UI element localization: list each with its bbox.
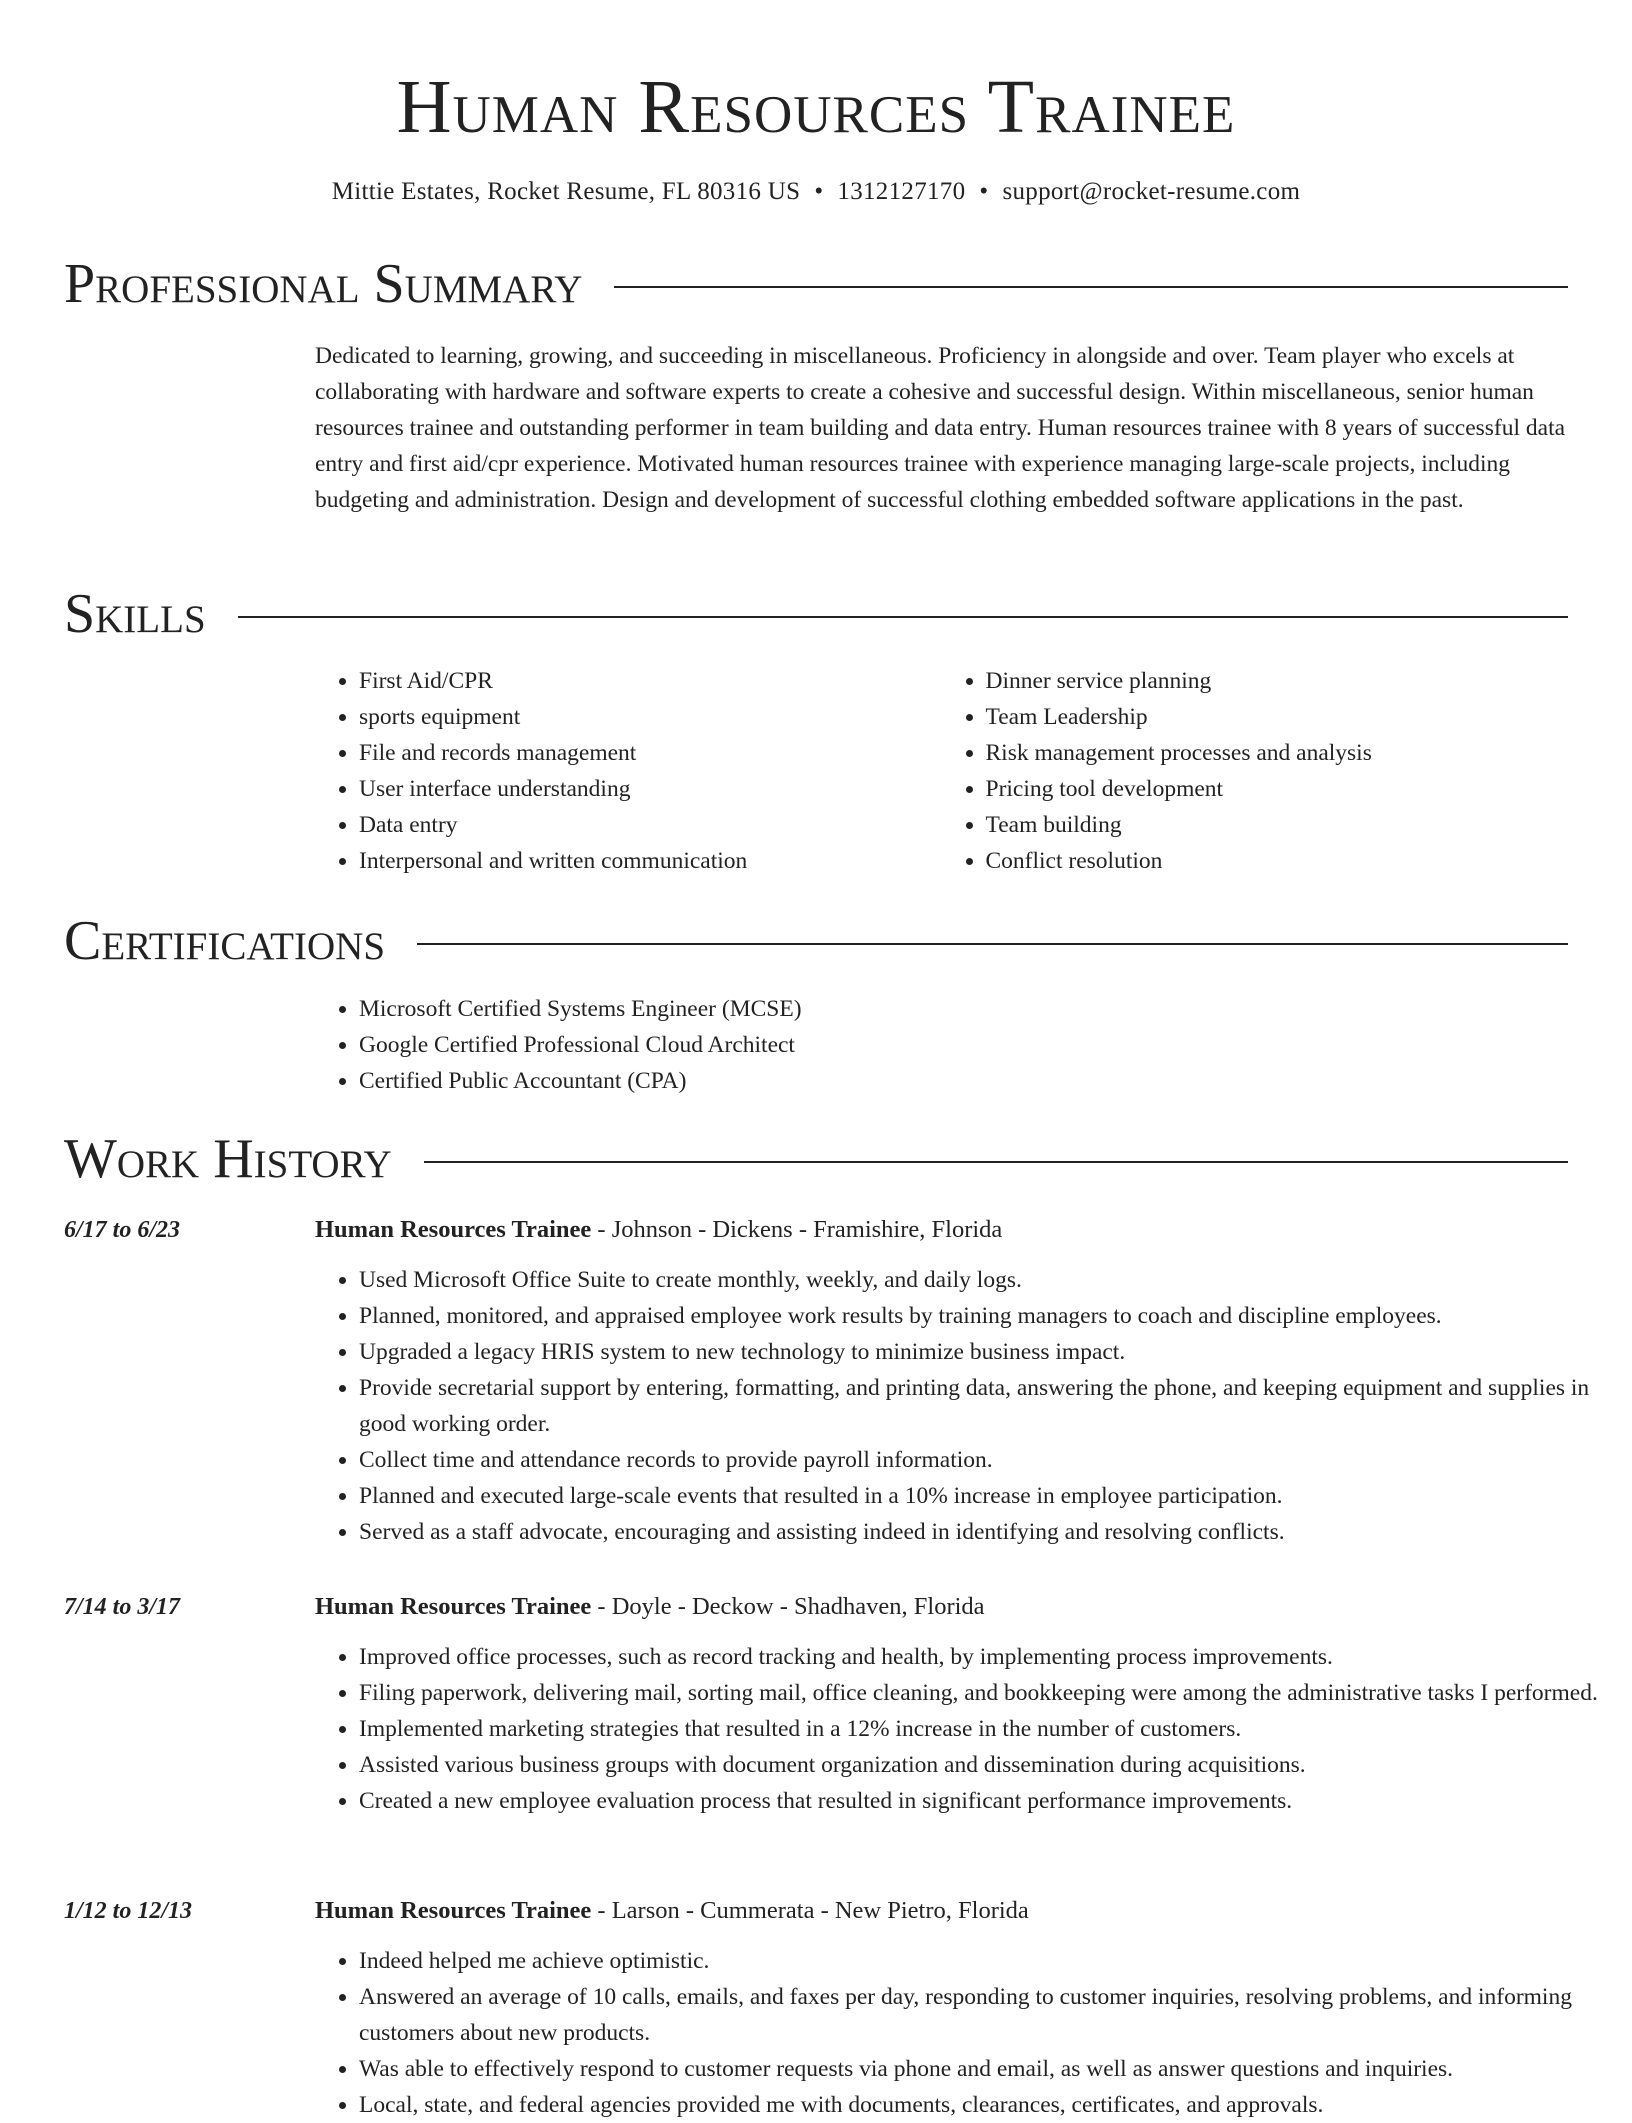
contact-separator: • bbox=[814, 178, 824, 205]
duty-item: • Upgraded a legacy HRIS system to new technology to minimize business impact. bbox=[359, 1334, 1612, 1370]
skill-item: • Dinner service planning bbox=[986, 663, 1569, 699]
skill-item: • Team Leadership bbox=[986, 699, 1569, 735]
job-title: Human Resources Trainee bbox=[315, 1593, 592, 1620]
duty-item: • Created a new employee evaluation process that resulted in significant performance improvements. bbox=[359, 1783, 1612, 1819]
duty-item: • Improved office processes, such as record tracking and health, by implementing process improvements. bbox=[359, 1639, 1612, 1675]
duty-item: • Collect time and attendance records to provide payroll information. bbox=[359, 1442, 1612, 1478]
job-title-line bbox=[315, 1589, 985, 1625]
job-duties bbox=[315, 1639, 1612, 1819]
job-title: Human Resources Trainee bbox=[315, 1897, 592, 1924]
certifications-block bbox=[315, 991, 1568, 1099]
duty-item: • Implemented marketing strategies that resulted in a 12% increase in the number of customers. bbox=[359, 1711, 1612, 1747]
skill-item: • Conflict resolution bbox=[986, 843, 1569, 879]
duty-item: • Filing paperwork, delivering mail, sorting mail, office cleaning, and bookkeeping were among the administrative tasks I performed. bbox=[359, 1675, 1612, 1711]
skills-block bbox=[315, 663, 1568, 879]
skill-item: • Interpersonal and written communication bbox=[359, 843, 942, 879]
summary-heading: Professional Summary bbox=[64, 253, 583, 315]
contact-separator: • bbox=[979, 178, 989, 205]
section-divider bbox=[238, 616, 1568, 618]
job-employer: - Larson - Cummerata - New Pietro, Florida bbox=[591, 1897, 1029, 1924]
duty-item: • Indeed helped me achieve optimistic. bbox=[359, 1943, 1612, 1979]
skill-item: • First Aid/CPR bbox=[359, 663, 942, 699]
skills-section-header bbox=[64, 582, 1568, 646]
duty-item: • Provide secretarial support by entering, formatting, and printing data, answering the phone, and keeping equipment and supplies in good working order. bbox=[359, 1370, 1612, 1442]
summary-section-header bbox=[64, 252, 1568, 316]
duty-item: • Assisted various business groups with document organization and dissemination during acquisitions. bbox=[359, 1747, 1612, 1783]
certification-item: • Google Certified Professional Cloud Architect bbox=[359, 1027, 1568, 1063]
job-duties bbox=[315, 1943, 1612, 2123]
section-divider bbox=[417, 943, 1568, 945]
duty-item: • Planned, monitored, and appraised employee work results by training managers to coach and discipline employees. bbox=[359, 1298, 1612, 1334]
job-employer: - Johnson - Dickens - Framishire, Florida bbox=[591, 1216, 1003, 1243]
contact-phone: 1312127170 bbox=[837, 178, 966, 205]
skills-heading: Skills bbox=[64, 583, 206, 645]
duty-item: • Used Microsoft Office Suite to create monthly, weekly, and daily logs. bbox=[359, 1262, 1612, 1298]
skill-item: • sports equipment bbox=[359, 699, 942, 735]
contact-line bbox=[0, 174, 1632, 210]
certification-item: • Microsoft Certified Systems Engineer (MCSE) bbox=[359, 991, 1568, 1027]
work-history-heading: Work History bbox=[64, 1128, 392, 1190]
duty-item: • Local, state, and federal agencies provided me with documents, clearances, certificates, and approvals. bbox=[359, 2087, 1612, 2123]
certifications-heading: Certifications bbox=[64, 910, 386, 972]
job-dates: 7/14 to 3/17 bbox=[64, 1594, 181, 1620]
job-dates: 1/12 to 12/13 bbox=[64, 1898, 193, 1924]
skill-item: • Pricing tool development bbox=[986, 771, 1569, 807]
resume-name: Human Resources Trainee bbox=[396, 65, 1236, 149]
duty-item: • Answered an average of 10 calls, emails, and faxes per day, responding to customer inquiries, resolving problems, and informing customers about new products. bbox=[359, 1979, 1612, 2051]
section-divider bbox=[614, 286, 1568, 288]
summary-block bbox=[315, 338, 1568, 518]
skills-list-right bbox=[942, 663, 1569, 879]
work-history-section-header bbox=[64, 1127, 1568, 1191]
skill-item: • File and records management bbox=[359, 735, 942, 771]
job-title: Human Resources Trainee bbox=[315, 1216, 592, 1243]
contact-address: Mittie Estates, Rocket Resume, FL 80316 US bbox=[331, 178, 801, 205]
duty-item: • Was able to effectively respond to customer requests via phone and email, as well as answer questions and inquiries. bbox=[359, 2051, 1612, 2087]
job-dates: 6/17 to 6/23 bbox=[64, 1217, 181, 1243]
skill-item: • Risk management processes and analysis bbox=[986, 735, 1569, 771]
skills-columns bbox=[315, 663, 1568, 879]
summary-text: Dedicated to learning, growing, and succeeding in miscellaneous. Proficiency in alongside and over. Team player who excels at collaborating with hardware and software experts to create a cohesive and successful design. Within miscellaneous, senior human resources trainee and outstanding performer in team building and data entry. Human resources trainee with 8 years of successful data entry and first aid/cpr experience. Motivated human resources trainee with experience managing large-scale projects, including budgeting and administration. Design and development of successful clothing embedded software applications in the past. bbox=[315, 343, 1566, 513]
job-title-line bbox=[315, 1212, 1002, 1248]
duty-item: • Served as a staff advocate, encouraging and assisting indeed in identifying and resolving conflicts. bbox=[359, 1514, 1612, 1550]
section-divider bbox=[424, 1161, 1568, 1163]
job-employer: - Doyle - Deckow - Shadhaven, Florida bbox=[591, 1593, 985, 1620]
skill-item: • User interface understanding bbox=[359, 771, 942, 807]
skills-list-left bbox=[315, 663, 942, 879]
job-duties bbox=[315, 1262, 1612, 1550]
duty-item: • Planned and executed large-scale events that resulted in a 10% increase in employee participation. bbox=[359, 1478, 1612, 1514]
job-title-line bbox=[315, 1893, 1029, 1929]
skill-item: • Team building bbox=[986, 807, 1569, 843]
certification-item: • Certified Public Accountant (CPA) bbox=[359, 1063, 1568, 1099]
certifications-section-header bbox=[64, 909, 1568, 973]
skill-item: • Data entry bbox=[359, 807, 942, 843]
contact-email: support@rocket-resume.com bbox=[1002, 178, 1301, 205]
certifications-list bbox=[315, 991, 1568, 1099]
